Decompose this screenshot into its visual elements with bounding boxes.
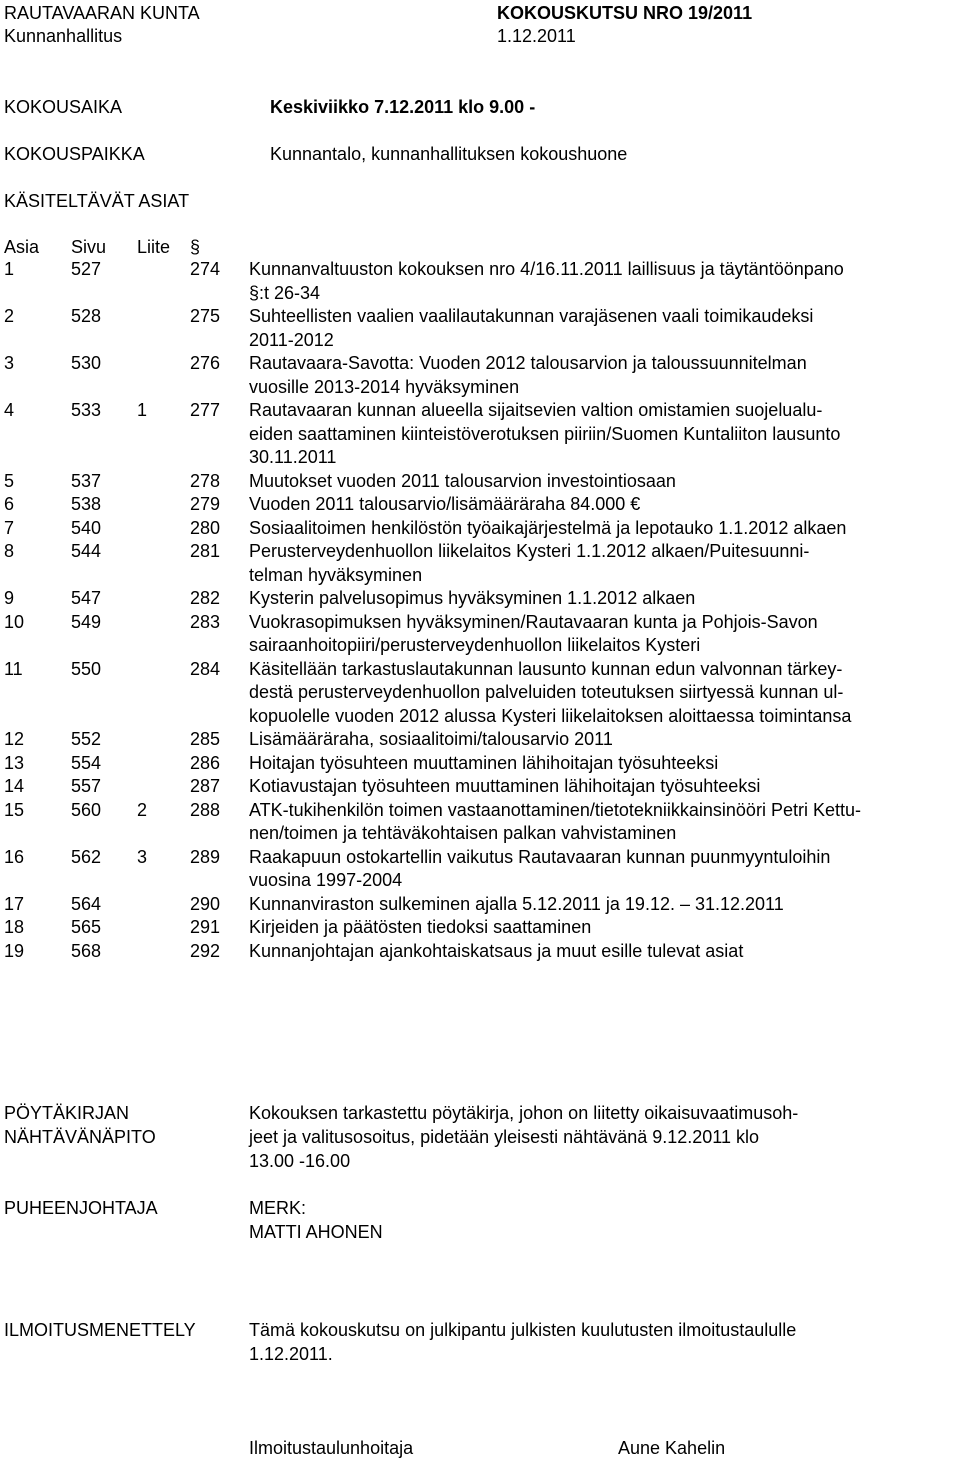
agenda-item-section: 287 (190, 776, 221, 796)
agenda-item-row (0, 611, 960, 658)
agenda-item-section: 274 (190, 259, 221, 279)
minutes-text-line-2: jeet ja valitusosoitus, pidetään yleisesti nähtävänä 9.12.2011 klo (249, 1127, 760, 1147)
agenda-item-section: 281 (190, 541, 221, 561)
agenda-item-number: 12 (4, 729, 25, 749)
agenda-item-page: 562 (71, 846, 102, 867)
agenda-item-row (0, 916, 960, 940)
agenda-item-title: Rautavaaran kunnan alueella sijaitsevien valtion omistamien suojelualu- eiden saattaminen kiinteistöverotuksen piiriin/Suomen Kuntaliiton lausunto 30.11.2011 (249, 400, 841, 467)
agenda-item-page: 533 (71, 400, 102, 420)
agenda-item-page: 537 (71, 470, 102, 491)
meeting-place-value: Kunnantalo, kunnanhallituksen kokoushuone (270, 144, 628, 164)
agenda-item-row (0, 399, 960, 470)
notice-text-line-1: Tämä kokouskutsu on julkipantu julkisten kuulutusten ilmoitustaululle (249, 1320, 797, 1340)
agenda-item-row (0, 470, 960, 494)
agenda-item-number: 1 (4, 259, 15, 279)
agenda-item-section: 279 (190, 494, 221, 514)
agenda-item-number: 6 (4, 494, 15, 514)
agenda-item-title: Kunnanviraston sulkeminen ajalla 5.12.2011 ja 19.12. – 31.12.2011 (249, 893, 784, 914)
agenda-item-row (0, 305, 960, 352)
meeting-place-label: KOKOUSPAIKKA (4, 144, 145, 164)
agenda-item-page: 552 (71, 729, 102, 749)
agenda-item-row (0, 258, 960, 305)
agenda-item-page: 527 (71, 259, 102, 279)
agenda-item-page: 550 (71, 658, 102, 679)
organization-body: Kunnanhallitus (4, 26, 123, 46)
agenda-item-section: 284 (190, 658, 221, 679)
agenda-item-page: 528 (71, 306, 102, 326)
agenda-item-section: 277 (190, 400, 221, 420)
agenda-item-page: 540 (71, 517, 102, 538)
meeting-time-value: Keskiviikko 7.12.2011 klo 9.00 - (270, 97, 536, 117)
agenda-item-number: 3 (4, 353, 15, 373)
agenda-item-title: Lisämääräraha, sosiaalitoimi/talousarvio 2011 (249, 729, 613, 749)
agenda-item-section: 291 (190, 917, 221, 937)
agenda-item-attachment: 2 (137, 799, 148, 820)
agenda-item-number: 16 (4, 846, 25, 867)
agenda-item-number: 9 (4, 588, 15, 608)
agenda-item-title: Muutokset vuoden 2011 talousarvion investointiosaan (249, 470, 676, 491)
agenda-item-title: Hoitajan työsuhteen muuttaminen lähihoitajan työsuhteeksi (249, 752, 719, 773)
agenda-item-title: Raakapuun ostokartellin vaikutus Rautavaaran kunnan puunmyyntuloihin vuosina 1997-2004 (249, 846, 831, 890)
column-header-sivu: Sivu (71, 237, 107, 257)
board-keeper-name: Aune Kahelin (618, 1438, 726, 1458)
agenda-item-row (0, 540, 960, 587)
agenda-item-number: 10 (4, 611, 25, 632)
agenda-item-section: 286 (190, 752, 221, 773)
agenda-item-section: 288 (190, 799, 221, 820)
column-header-liite: Liite (137, 237, 171, 257)
chair-name: MATTI AHONEN (249, 1222, 383, 1242)
agenda-item-number: 4 (4, 400, 15, 420)
agenda-item-section: 289 (190, 846, 221, 867)
agenda-item-page: 547 (71, 588, 102, 608)
agenda-header-row (0, 236, 960, 260)
agenda-item-title: Kunnanjohtajan ajankohtaiskatsaus ja muut esille tulevat asiat (249, 940, 744, 961)
agenda-item-page: 560 (71, 799, 102, 820)
agenda-item-attachment: 1 (137, 400, 148, 420)
section-sign-icon: § (190, 237, 201, 257)
agenda-item-section: 283 (190, 611, 221, 632)
agenda-item-number: 2 (4, 306, 15, 326)
agenda-heading: KÄSITELTÄVÄT ASIAT (4, 191, 190, 211)
agenda-item-row (0, 752, 960, 776)
agenda-item-row (0, 893, 960, 917)
agenda-item-number: 5 (4, 470, 15, 491)
agenda-item-section: 278 (190, 470, 221, 491)
agenda-item-title: Kunnanvaltuuston kokouksen nro 4/16.11.2011 laillisuus ja täytäntöönpano §:t 26-34 (249, 259, 844, 303)
agenda-item-section: 276 (190, 353, 221, 373)
agenda-item-title: Kirjeiden ja päätösten tiedoksi saattaminen (249, 917, 592, 937)
agenda-item-row (0, 728, 960, 752)
agenda-item-section: 285 (190, 729, 221, 749)
agenda-item-row (0, 587, 960, 611)
minutes-label-line-2: NÄHTÄVÄNÄPITO (4, 1127, 156, 1147)
agenda-item-title: Perusterveydenhuollon liikelaitos Kysteri 1.1.2012 alkaen/Puitesuunni- telman hyväksyminen (249, 541, 810, 585)
agenda-item-title: ATK-tukihenkilön toimen vastaanottaminen/tietotekniikkainsinööri Petri Kettu- nen/toimen ja tehtäväkohtaisen palkan vahvistaminen (249, 799, 861, 843)
agenda-item-page: 554 (71, 752, 102, 773)
agenda-item-section: 275 (190, 306, 221, 326)
organization-name: RAUTAVAARAN KUNTA (4, 3, 200, 23)
agenda-item-page: 557 (71, 776, 102, 796)
agenda-item-number: 15 (4, 799, 25, 820)
chair-label: PUHEENJOHTAJA (4, 1198, 158, 1218)
agenda-item-page: 544 (71, 541, 102, 561)
agenda-item-number: 11 (4, 658, 23, 679)
agenda-item-page: 568 (71, 940, 102, 961)
notice-text-line-2: 1.12.2011. (249, 1344, 333, 1364)
column-header-asia: Asia (4, 237, 40, 257)
agenda-table (0, 236, 960, 260)
agenda-item-page: 564 (71, 893, 102, 914)
agenda-item-attachment: 3 (137, 846, 148, 867)
agenda-item-number: 17 (4, 893, 25, 914)
agenda-item-number: 14 (4, 776, 25, 796)
agenda-item-page: 549 (71, 611, 102, 632)
agenda-item-section: 280 (190, 517, 221, 538)
agenda-item-row (0, 775, 960, 799)
minutes-text-line-3: 13.00 -16.00 (249, 1151, 351, 1171)
minutes-label-line-1: PÖYTÄKIRJAN (4, 1103, 130, 1123)
agenda-item-row (0, 658, 960, 729)
meeting-time-label: KOKOUSAIKA (4, 97, 123, 117)
agenda-item-row (0, 352, 960, 399)
agenda-item-title: Suhteellisten vaalien vaalilautakunnan varajäsenen vaali toimikaudeksi 2011-2012 (249, 306, 814, 350)
agenda-item-section: 292 (190, 940, 221, 961)
agenda-item-row (0, 940, 960, 964)
chair-merk: MERK: (249, 1198, 307, 1218)
agenda-item-title: Kysterin palvelusopimus hyväksyminen 1.1.2012 alkaen (249, 588, 696, 608)
agenda-rows (0, 258, 960, 963)
board-keeper-label: Ilmoitustaulunhoitaja (249, 1438, 414, 1458)
minutes-text-line-1: Kokouksen tarkastettu pöytäkirja, johon on liitetty oikaisuvaatimusoh- (249, 1103, 799, 1123)
agenda-item-page: 565 (71, 917, 102, 937)
agenda-item-number: 19 (4, 940, 25, 961)
agenda-item-title: Vuokrasopimuksen hyväksyminen/Rautavaaran kunta ja Pohjois-Savon sairaanhoitopiiri/perusterveydenhuollon liikelaitos Kysteri (249, 611, 818, 655)
document-date: 1.12.2011 (497, 26, 576, 46)
agenda-item-section: 290 (190, 893, 221, 914)
agenda-item-page: 538 (71, 494, 102, 514)
agenda-item-title: Vuoden 2011 talousarvio/lisämääräraha 84.000 € (249, 494, 641, 514)
agenda-item-title: Sosiaalitoimen henkilöstön työaikajärjestelmä ja lepotauko 1.1.2012 alkaen (249, 517, 847, 538)
agenda-item-row (0, 799, 960, 846)
agenda-item-number: 18 (4, 917, 25, 937)
agenda-item-section: 282 (190, 588, 221, 608)
agenda-item-number: 7 (4, 517, 15, 538)
agenda-item-title: Kotiavustajan työsuhteen muuttaminen lähihoitajan työsuhteeksi (249, 776, 761, 796)
agenda-item-row (0, 493, 960, 517)
agenda-item-title: Rautavaara-Savotta: Vuoden 2012 talousarvion ja taloussuunnitelman vuosille 2013-2014 hyväksyminen (249, 353, 807, 397)
agenda-item-page: 530 (71, 353, 102, 373)
agenda-item-number: 13 (4, 752, 25, 773)
notice-label: ILMOITUSMENETTELY (4, 1320, 196, 1340)
document-title: KOKOUSKUTSU NRO 19/2011 (497, 3, 753, 23)
agenda-item-title: Käsitellään tarkastuslautakunnan lausunto kunnan edun valvonnan tärkey- destä perusterveydenhuollon palveluiden toteutuksen siirtyessä kunnan ul- kopuolelle vuoden 2012 alussa Kysteri liikelaitoksen aloittaessa toimintansa (249, 658, 852, 726)
agenda-item-row (0, 846, 960, 893)
agenda-item-row (0, 517, 960, 541)
agenda-item-number: 8 (4, 541, 15, 561)
